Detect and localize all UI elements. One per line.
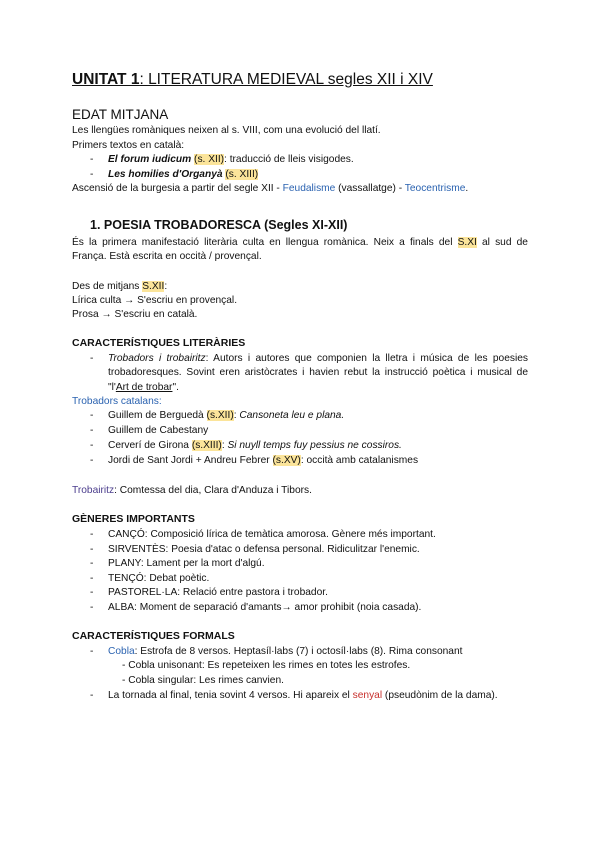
heading-caracteristiques-formals: CARACTERÍSTIQUES FORMALS <box>72 630 235 642</box>
sub-item: - Cobla singular: Les rimes canvien. <box>122 675 284 686</box>
senyal-term: senyal <box>352 690 383 701</box>
trobadors-paragraph: Trobadors i trobairitz: Autors i autores que componien la lletra i música de les poesies trobadoresques. Sovint eren aristòcrates i havien rebut la instrucció poètica i musical de "l'Art de trobar". <box>108 353 528 393</box>
bullet-dash: - <box>90 455 94 466</box>
ascensio-text: Ascensió de la burgesia a partir del segle XII - Feudalisme (vassallatge) - Teocentrisme. <box>72 183 469 194</box>
list-item: Cobla: Estrofa de 8 versos. Heptasíl·labs (7) i octosíl·labs (8). Rima consonant <box>108 646 463 657</box>
tornada-paragraph: La tornada al final, tenia sovint 4 versos. Hi apareix el senyal (pseudònim de la dama). <box>108 690 498 701</box>
list-item: Cerverí de Girona (s.XIII): Si nuyll temps fuy pessius ne cossiros. <box>108 440 402 451</box>
section-heading-poesia: 1. POESIA TROBADORESCA (Segles XI-XII) <box>90 218 348 232</box>
heading-edat-mitjana: EDAT MITJANA <box>72 107 169 122</box>
title-unit: UNITAT 1 <box>72 71 140 88</box>
genere-item: TENÇÓ: Debat poètic. <box>108 572 210 584</box>
bullet-dash: - <box>90 558 94 570</box>
des-de-text: Des de mitjans S.XII: <box>72 281 168 292</box>
teocentrisme-link: Teocentrisme <box>404 183 466 194</box>
poesia-paragraph: És la primera manifestació literària culta en llengua romànica. Neix a finals del S.XI al sud de França. Està escrita en occità / provençal. <box>72 237 528 263</box>
bullet-dash: - <box>90 169 94 180</box>
list-item: Les homilies d'Organyà (s. XIII) <box>108 169 259 180</box>
trobairitz-line: Trobairitz: Comtessa del dia, Clara d'Anduza i Tibors. <box>72 485 312 496</box>
genere-item: PLANY: Lament per la mort d'algú. <box>108 558 265 570</box>
bullet-dash: - <box>90 690 94 701</box>
bullet-dash: - <box>90 425 94 436</box>
heading-caracteristiques-literaries: CARACTERÍSTIQUES LITERÀRIES <box>72 337 246 349</box>
genere-item: SIRVENTÈS: Poesia d'atac o defensa personal. Ridiculitzar l'enemic. <box>108 543 420 555</box>
art-de-trobar-link: Art de trobar <box>115 381 173 393</box>
list-item: Jordi de Sant Jordi + Andreu Febrer (s.XV): occità amb catalanismes <box>108 455 419 466</box>
genere-item: CANÇÓ: Composició lírica de temàtica amorosa. Gènere més important. <box>108 529 436 540</box>
genere-item: PASTOREL·LA: Relació entre pastora i trobador. <box>108 587 328 599</box>
sub-item: - Cobla unisonant: Es repeteixen les rimes en totes les estrofes. <box>122 660 411 671</box>
bullet-dash: - <box>90 154 94 165</box>
genere-item: ALBA: Moment de separació d'amants→ amor prohibit (noia casada). <box>108 602 422 613</box>
page-title <box>72 71 433 89</box>
bullet-dash: - <box>90 543 94 555</box>
primers-text: Primers textos en català: <box>72 140 185 151</box>
bullet-dash: - <box>90 353 94 364</box>
feudalisme-link: Feudalisme <box>282 183 336 194</box>
list-item: Guillem de Berguedà (s.XII): Cansoneta leu e plana. <box>108 410 345 421</box>
cobla-term: Cobla <box>108 646 135 657</box>
bullet-dash: - <box>90 440 94 451</box>
bullet-dash: - <box>90 646 94 657</box>
title-rest: : LITERATURA MEDIEVAL segles XII i XIV <box>139 71 433 88</box>
bullet-dash: - <box>90 529 94 540</box>
list-item: El forum iudicum (s. XII): traducció de lleis visigodes. <box>108 154 354 165</box>
heading-generes: GÈNERES IMPORTANTS <box>72 513 195 525</box>
bullet-dash: - <box>90 572 94 584</box>
trobadors-catalans-label: Trobadors catalans: <box>72 396 162 407</box>
list-item: Guillem de Cabestany <box>108 425 209 436</box>
prosa-text: Prosa → S'escriu en català. <box>72 309 198 320</box>
bullet-dash: - <box>90 602 94 613</box>
intro-text: Les llengües romàniques neixen al s. VIII, com una evolució del llatí. <box>72 125 381 136</box>
bullet-dash: - <box>90 587 94 599</box>
lirica-text: Lírica culta → S'escriu en provençal. <box>72 295 238 306</box>
bullet-dash: - <box>90 410 94 421</box>
